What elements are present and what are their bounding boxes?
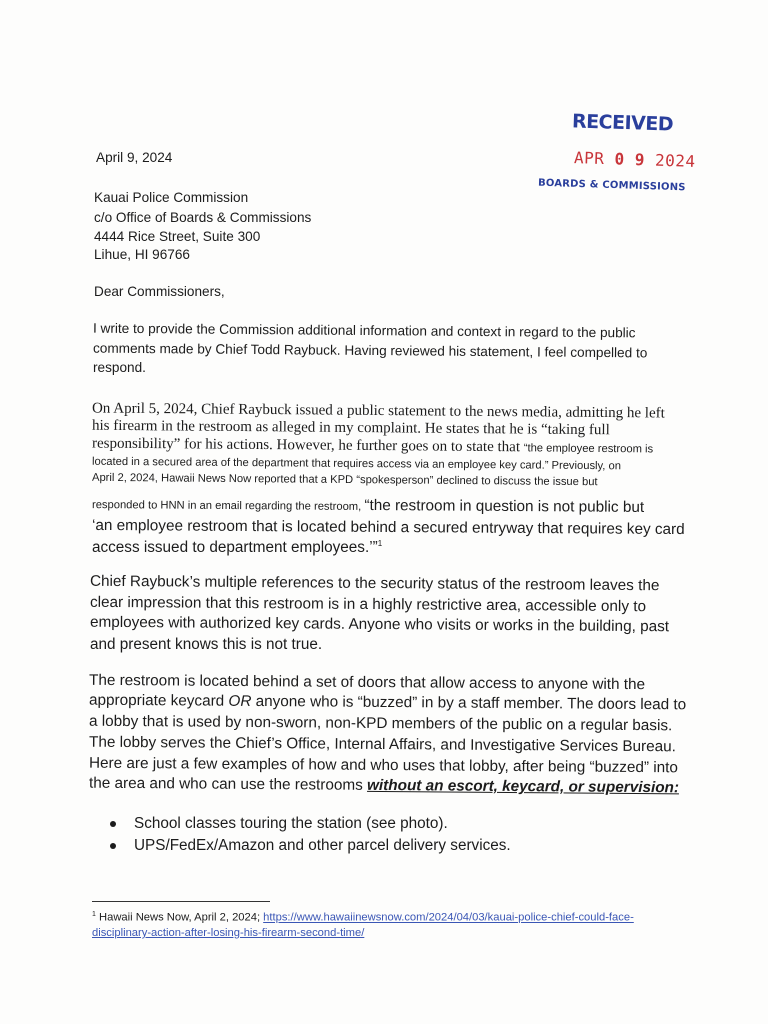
salutation: Dear Commissioners, bbox=[94, 284, 225, 299]
paragraph-line: employees with authorized key cards. Anyone who visits or works in the building, past bbox=[89, 613, 670, 636]
paragraph-line: April 2, 2024, Hawaii News Now reported that a KPD “spokesperson” declined to discuss the issue but bbox=[91, 471, 598, 489]
paragraph-text: the area and who can use the restrooms bbox=[88, 774, 368, 794]
footnote-link[interactable]: disciplinary-action-after-losing-his-firearm-second-time/ bbox=[92, 927, 365, 939]
paragraph-line: On April 5, 2024, Chief Raybuck issued a public statement to the news media, admitting he left bbox=[91, 400, 665, 422]
emphasis-or: OR bbox=[228, 692, 252, 710]
paragraph-line: I write to provide the Commission additional information and context in regard to the public bbox=[92, 320, 636, 341]
quote-text: “the employee restroom is bbox=[523, 442, 654, 456]
address-line: c/o Office of Boards & Commissions bbox=[94, 210, 312, 225]
footnote-separator bbox=[92, 901, 270, 902]
footnote-continuation bbox=[92, 927, 364, 939]
paragraph-line: Chief Raybuck’s multiple references to the security status of the restroom leaves the bbox=[89, 572, 660, 595]
address-line: 4444 Rice Street, Suite 300 bbox=[94, 229, 261, 244]
paragraph-line: respond. bbox=[93, 360, 146, 375]
paragraph-line bbox=[89, 692, 686, 715]
received-stamp: RECEIVED bbox=[571, 110, 674, 136]
paragraph-line: Here are just a few examples of how and who uses that lobby, after being “buzzed” into bbox=[88, 754, 679, 777]
footnote-number: 1 bbox=[92, 911, 96, 918]
bullet-item: School classes touring the station (see photo). bbox=[110, 815, 511, 837]
paragraph-line bbox=[92, 539, 382, 557]
paragraph-line: clear impression that this restroom is in a highly restrictive area, accessible only to bbox=[89, 593, 647, 616]
paragraph-text: responded to HNN in an email regarding the restroom, bbox=[91, 499, 365, 513]
received-stamp-office: BOARDS & COMMISSIONS bbox=[537, 177, 686, 194]
address-line: Kauai Police Commission bbox=[94, 190, 249, 205]
paragraph-text: responsibility” for his actions. However, he further goes on to state that bbox=[91, 435, 524, 456]
paragraph-text: anyone who is “buzzed” in by a staff member. The doors lead to bbox=[251, 692, 687, 714]
paragraph-line: The restroom is located behind a set of doors that allow access to anyone with the bbox=[88, 671, 646, 694]
stamp-year: 2024 bbox=[644, 150, 696, 171]
quote-text: “the restroom in question is not public but bbox=[364, 496, 645, 516]
footnote-marker: 1 bbox=[377, 539, 383, 548]
stamp-day: 0 9 bbox=[614, 149, 646, 170]
paragraph-line: a lobby that is used by non-sworn, non-KPD members of the public on a regular basis. bbox=[88, 712, 673, 735]
footnote bbox=[92, 911, 634, 924]
paragraph-line: comments made by Chief Todd Raybuck. Having reviewed his statement, I feel compelled to bbox=[92, 340, 648, 361]
paragraph-text: appropriate keycard bbox=[88, 691, 229, 710]
paragraph-line bbox=[92, 495, 644, 517]
paragraph-line: located in a secured area of the department that requires access via an employee key card.” Previously, on bbox=[91, 455, 622, 473]
paragraph-line bbox=[92, 435, 653, 458]
bullet-item: UPS/FedEx/Amazon and other parcel delivery services. bbox=[110, 837, 511, 859]
footnote-link[interactable]: https://www.hawaiinewsnow.com/2024/04/03/kauai-police-chief-could-face- bbox=[263, 911, 634, 924]
stamp-month: APR bbox=[573, 148, 615, 169]
address-line: Lihue, HI 96766 bbox=[94, 247, 190, 262]
paragraph-line: his firearm in the restroom as alleged in my complaint. He states that he is “taking full bbox=[91, 417, 610, 439]
footnote-source: Hawaii News Now, April 2, 2024; bbox=[95, 911, 264, 924]
paragraph-line bbox=[89, 775, 679, 798]
paragraph-text: access issued to department employees.’” bbox=[92, 539, 378, 557]
received-stamp-date bbox=[574, 148, 696, 171]
paragraph-line: The lobby serves the Chief’s Office, Internal Affairs, and Investigative Services Bureau. bbox=[88, 733, 677, 756]
emphasis-underlined: without an escort, keycard, or supervision: bbox=[367, 776, 680, 797]
letter-date: April 9, 2024 bbox=[96, 150, 173, 165]
paragraph-line: ‘an employee restroom that is located behind a secured entryway that requires key card bbox=[91, 516, 685, 539]
bullet-list bbox=[110, 815, 511, 859]
paragraph-line: and present knows this is not true. bbox=[90, 636, 323, 653]
